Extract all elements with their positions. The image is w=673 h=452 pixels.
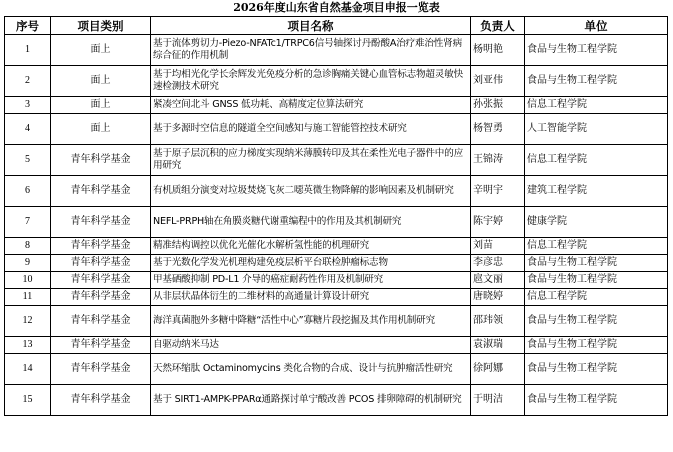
row-project-name: 自驱动纳米马达: [151, 337, 471, 354]
row-person: 王锦涛: [471, 145, 525, 176]
row-no: 1: [5, 35, 51, 66]
row-unit: 建筑工程学院: [525, 176, 668, 207]
table-row: [5, 97, 668, 114]
row-unit: 信息工程学院: [525, 97, 668, 114]
table-row: [5, 272, 668, 289]
header-project-name: 项目名称: [151, 17, 471, 35]
header-person: 负责人: [471, 17, 525, 35]
row-project-name: 基于流体剪切力-Piezo-NFATc1/TRPC6信号轴探讨丹酚酸A治疗难治性肾病综合征的作用机制: [151, 35, 471, 66]
row-unit: 健康学院: [525, 207, 668, 238]
row-category: 青年科学基金: [51, 354, 151, 385]
row-person: 于明洁: [471, 385, 525, 416]
table-row: [5, 306, 668, 337]
row-no: 12: [5, 306, 51, 337]
row-no: 3: [5, 97, 51, 114]
table-row: [5, 337, 668, 354]
row-category: 青年科学基金: [51, 385, 151, 416]
table-row: [5, 255, 668, 272]
row-person: 袁淑瑞: [471, 337, 525, 354]
row-person: 邵玮领: [471, 306, 525, 337]
row-no: 9: [5, 255, 51, 272]
table-row: [5, 207, 668, 238]
row-person: 辛明宇: [471, 176, 525, 207]
table-row: [5, 145, 668, 176]
row-person: 徐阿娜: [471, 354, 525, 385]
row-no: 14: [5, 354, 51, 385]
row-person: 陈宇婷: [471, 207, 525, 238]
row-no: 2: [5, 66, 51, 97]
row-person: 扈文丽: [471, 272, 525, 289]
row-project-name: 基于原子层沉积的应力梯度实现纳米薄膜转印及其在柔性光电子器件中的应用研究: [151, 145, 471, 176]
table-row: [5, 114, 668, 145]
row-category: 面上: [51, 97, 151, 114]
row-category: 面上: [51, 66, 151, 97]
row-category: 青年科学基金: [51, 306, 151, 337]
row-no: 8: [5, 238, 51, 255]
row-unit: 食品与生物工程学院: [525, 337, 668, 354]
row-project-name: 甲基硒酸抑制 PD-L1 介导的癌症耐药性作用及机制研究: [151, 272, 471, 289]
row-project-name: 基于多源时空信息的隧道全空间感知与施工智能管控技术研究: [151, 114, 471, 145]
row-category: 青年科学基金: [51, 145, 151, 176]
row-person: 刘亚伟: [471, 66, 525, 97]
row-project-name: 海洋真菌胞外多糖中降糖“活性中心”寡糖片段挖掘及其作用机制研究: [151, 306, 471, 337]
row-category: 青年科学基金: [51, 207, 151, 238]
table-row: [5, 35, 668, 66]
row-person: 杨明艳: [471, 35, 525, 66]
header-category: 项目类别: [51, 17, 151, 35]
row-no: 5: [5, 145, 51, 176]
table-row: [5, 385, 668, 416]
row-category: 青年科学基金: [51, 176, 151, 207]
table-row: [5, 289, 668, 306]
row-category: 青年科学基金: [51, 238, 151, 255]
row-person: 唐晓婷: [471, 289, 525, 306]
row-unit: 食品与生物工程学院: [525, 255, 668, 272]
row-unit: 信息工程学院: [525, 238, 668, 255]
row-unit: 食品与生物工程学院: [525, 306, 668, 337]
row-person: 孙张振: [471, 97, 525, 114]
row-unit: 食品与生物工程学院: [525, 354, 668, 385]
row-project-name: 从非层状晶体衍生的二维材料的高通量计算设计研究: [151, 289, 471, 306]
row-unit: 食品与生物工程学院: [525, 272, 668, 289]
row-category: 青年科学基金: [51, 337, 151, 354]
row-category: 面上: [51, 35, 151, 66]
row-project-name: 精准结构调控以优化光催化水解析氢性能的机理研究: [151, 238, 471, 255]
row-unit: 食品与生物工程学院: [525, 385, 668, 416]
row-project-name: 天然环缩肽 Octaminomycins 类化合物的合成、设计与抗肿瘤活性研究: [151, 354, 471, 385]
row-no: 7: [5, 207, 51, 238]
table-row: [5, 238, 668, 255]
row-unit: 人工智能学院: [525, 114, 668, 145]
table-row: [5, 176, 668, 207]
header-unit: 单位: [525, 17, 668, 35]
table-row: [5, 354, 668, 385]
row-no: 10: [5, 272, 51, 289]
row-project-name: 基于均相光化学长余辉发光免疫分析的急诊胸痛关键心血管标志物超灵敏快速检测技术研究: [151, 66, 471, 97]
row-unit: 食品与生物工程学院: [525, 35, 668, 66]
table-header-row: [5, 17, 668, 35]
row-project-name: NEFL-PRPH轴在角膜炎糖代谢重编程中的作用及其机制研究: [151, 207, 471, 238]
row-unit: 信息工程学院: [525, 289, 668, 306]
row-unit: 食品与生物工程学院: [525, 66, 668, 97]
row-unit: 信息工程学院: [525, 145, 668, 176]
row-no: 6: [5, 176, 51, 207]
row-category: 青年科学基金: [51, 289, 151, 306]
header-no: 序号: [5, 17, 51, 35]
row-category: 青年科学基金: [51, 272, 151, 289]
row-person: 杨智勇: [471, 114, 525, 145]
row-category: 面上: [51, 114, 151, 145]
row-project-name: 有机质组分演变对垃圾焚烧飞灰二噁英微生物降解的影响因素及机制研究: [151, 176, 471, 207]
row-no: 15: [5, 385, 51, 416]
project-table: [4, 16, 668, 416]
row-no: 11: [5, 289, 51, 306]
row-no: 13: [5, 337, 51, 354]
row-no: 4: [5, 114, 51, 145]
row-project-name: 基于 SIRT1-AMPK-PPARα通路探讨单宁酸改善 PCOS 排卵障碍的机制研究: [151, 385, 471, 416]
page-title: 2026年度山东省自然基金项目申报一览表: [233, 1, 440, 14]
row-person: 李彦忠: [471, 255, 525, 272]
row-person: 刘苗: [471, 238, 525, 255]
row-project-name: 紧凑空间北斗 GNSS 低功耗、高精度定位算法研究: [151, 97, 471, 114]
table-row: [5, 66, 668, 97]
row-category: 青年科学基金: [51, 255, 151, 272]
row-project-name: 基于光数化学发光机理构建免疫层析平台联检肿瘤标志物: [151, 255, 471, 272]
